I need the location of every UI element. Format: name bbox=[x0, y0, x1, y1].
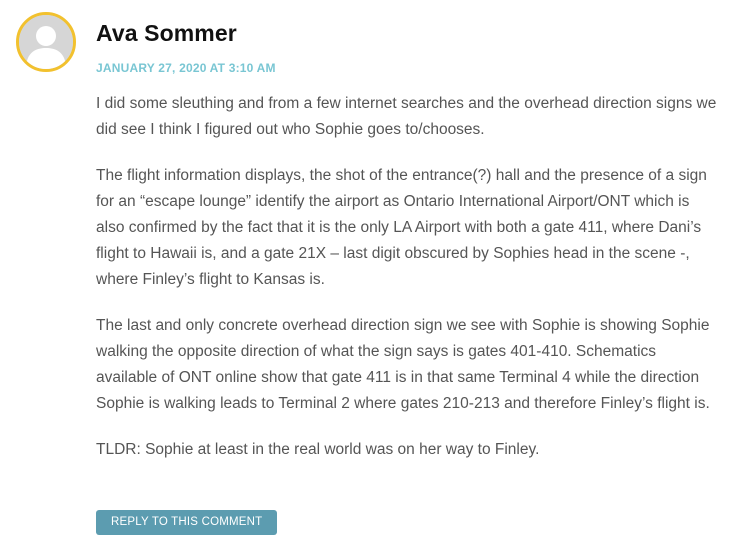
comment-paragraph: The last and only concrete overhead direction sign we see with Sophie is showing Sophie walking the opposite direction of what the sign says is gates 401-410. Schematics available of ONT online show that gate 411 is in that same Terminal 4 while the direction Sophie is walking leads to Terminal 2 where gates 210-213 and therefore Finley’s flight is. bbox=[96, 317, 710, 412]
comment-timestamp-link[interactable]: JANUARY 27, 2020 AT 3:10 AM bbox=[96, 61, 276, 75]
comment-paragraph: I did some sleuthing and from a few internet searches and the overhead direction signs we did see I think I figured out who Sophie goes to/chooses. bbox=[96, 95, 717, 138]
user-silhouette-icon bbox=[19, 15, 73, 69]
comment-paragraph: The flight information displays, the shot of the entrance(?) hall and the presence of a sign for an “escape lounge” identify the airport as Ontario International Airport/ONT which is also confirmed by the fact that it is the only LA Airport with both a gate 411, where Dani’s flight to Hawaii is, and a gate 21X – last digit obscured by Sophies head in the scene -, where Finley’s flight to Kansas is. bbox=[96, 167, 707, 288]
reply-button[interactable]: REPLY TO THIS COMMENT bbox=[96, 510, 277, 535]
comment-paragraph: TLDR: Sophie at least in the real world was on her way to Finley. bbox=[96, 441, 540, 458]
comment-body bbox=[96, 91, 721, 483]
comment-author: Ava Sommer bbox=[96, 20, 237, 46]
avatar bbox=[16, 12, 76, 72]
